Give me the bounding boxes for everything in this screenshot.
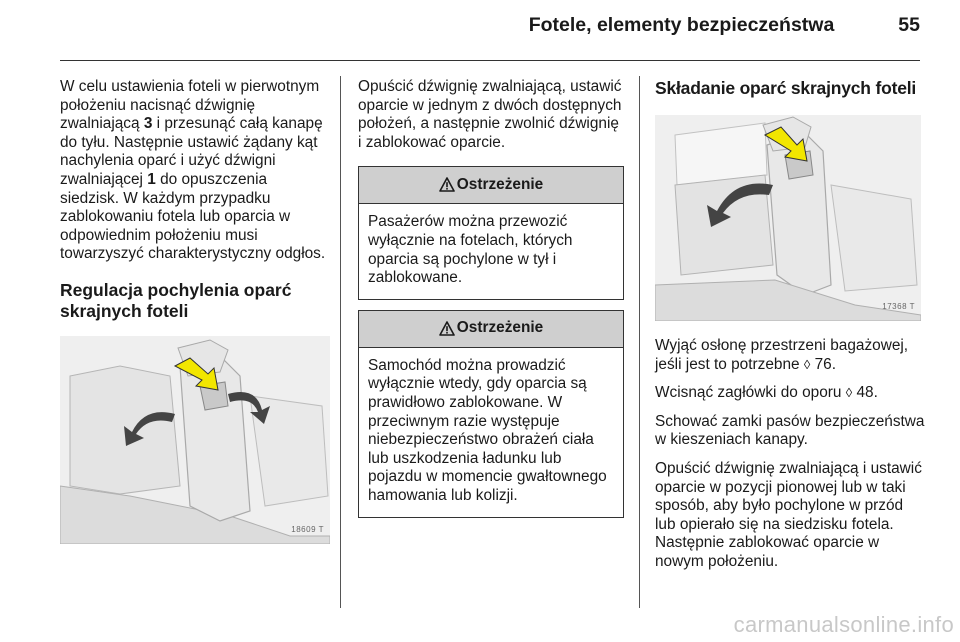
step-remove-cover <box>655 337 925 374</box>
header-rule <box>60 60 920 61</box>
intro-text-b: i przesunąć całą kanapę do tyłu. Następnie ustawić żądany kąt nachylenia oparć i użyć dźwigni zwalniającej <box>60 115 323 188</box>
seat-recline-illustration <box>60 336 330 544</box>
column-left <box>60 78 330 544</box>
page-ref-48[interactable]: 48. <box>852 384 878 402</box>
page-ref-76[interactable]: 76. <box>810 355 836 373</box>
column-middle <box>358 78 624 528</box>
step-stow-buckles: Schować zamki pasów bezpieczeństwa w kieszeniach kanapy. <box>655 412 925 449</box>
intro-paragraph <box>60 78 330 264</box>
figure-seat-recline <box>60 336 330 544</box>
column-divider-2 <box>639 76 640 608</box>
seat-fold-illustration <box>655 115 921 321</box>
warning-triangle-icon <box>439 177 455 193</box>
warning-body-1: Pasażerów można przewozić wyłącznie na fotelach, których oparcia są pochylone w tył i zablokowane. <box>368 213 573 287</box>
intro-text-a: W celu ustawienia foteli w pierwotnym położeniu nacisnąć dźwignię zwalniającą <box>60 78 320 133</box>
page-number: 55 <box>898 14 920 36</box>
side-panel <box>831 185 917 291</box>
step-press-headrests-text: Wcisnąć zagłówki do oporu <box>655 384 846 402</box>
section-heading-fold: Składanie oparć skrajnych foteli <box>655 78 917 98</box>
warning-body-2: Samochód można prowadzić wyłącznie wtedy, gdy oparcia są prawidłowo zablokowane. W przeciwnym razie występuje niebezpieczeństwo obrażeń ciała lub uszkodzenia ładunku lub pojazdu w momencie gwałtownego hamowania lub kolizji. <box>368 356 607 504</box>
step-press-headrests <box>655 384 925 403</box>
warning-header-1 <box>359 167 623 204</box>
step-remove-cover-text: Wyjąć osłonę przestrzeni bagażowej, jeśli jest to potrzebne <box>655 337 909 373</box>
lever-number-3: 3 <box>143 115 153 133</box>
column-right <box>655 78 925 582</box>
intro-text-c: do opuszczenia siedzisk. W każdym przypadku zablokowaniu fotela lub oparcia w odpowiednim położeniu musi towarzyszyć charakterystyczny odgłos. <box>60 170 326 263</box>
warning-box-2 <box>358 310 624 518</box>
warning-title-1: Ostrzeżenie <box>456 176 544 194</box>
header-title: Fotele, elementy bezpieczeństwa <box>528 14 835 36</box>
warning-header-2 <box>359 311 623 348</box>
step-lower-lever: Opuścić dźwignię zwalniającą i ustawić oparcie w pozycji pionowej lub w taki sposób, aby było pochylone w przód lub opierało się na siedzisku fotela. Następnie zablokować oparcie w nowym położeniu. <box>655 459 922 570</box>
watermark: carmanualsonline.info <box>733 612 954 637</box>
figure-code: 18609 T <box>291 525 324 535</box>
column-divider-1 <box>340 76 341 608</box>
warning-box-1 <box>358 166 624 299</box>
page-header <box>529 14 920 44</box>
figure-code: 17368 T <box>882 302 915 312</box>
page-ref-arrow-icon: ◊ <box>845 385 853 401</box>
lever-number-1: 1 <box>147 170 156 188</box>
figure-seat-fold <box>655 115 921 321</box>
warning-triangle-icon <box>439 321 455 337</box>
recline-instructions: Opuścić dźwignię zwalniającą, ustawić oparcie w jednym z dwóch dostępnych położeń, a następnie zwolnić dźwignię i zablokować oparcie. <box>358 78 622 151</box>
section-heading-adjust: Regulacja pochylenia oparć skrajnych foteli <box>60 279 292 321</box>
page-ref-arrow-icon: ◊ <box>803 356 811 372</box>
warning-title-2: Ostrzeżenie <box>456 319 544 337</box>
